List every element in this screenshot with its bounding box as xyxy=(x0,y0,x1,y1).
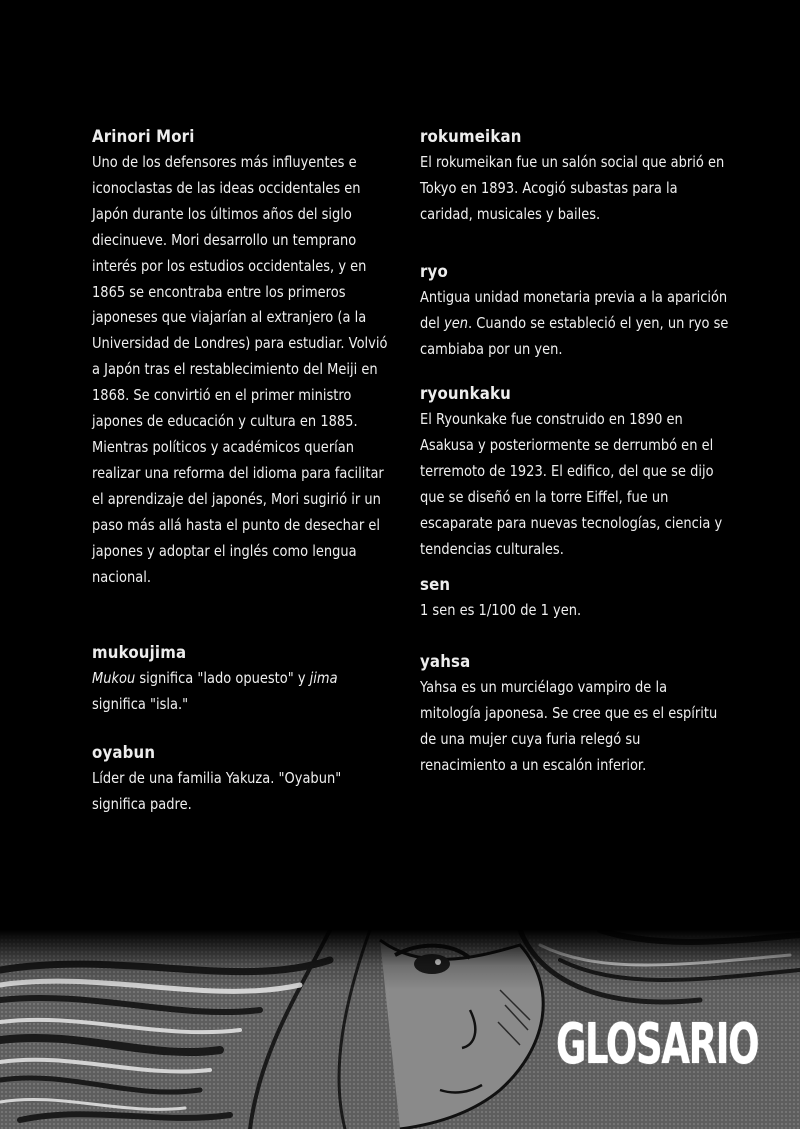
glossary-entry-arinori-mori xyxy=(92,126,392,590)
glossary-entry-ryounkaku xyxy=(420,383,730,562)
glossary-entry-oyabun xyxy=(92,742,392,818)
glossary-term: sen xyxy=(420,575,451,595)
glossary-definition: Uno de los defensores más influyentes e iconoclastas de las ideas occidentales en Japón durante los últimos años del siglo diecinueve. Mori desarrollo un temprano interés por los estudios occidentales, y en 1865 se encontraba entre los primeros japoneses que viajarían al extranjero (a la Universidad de Londres) para estudiar. Volvió a Japón tras el restablecimiento del Meiji en 1868. Se convirtió en el primer ministro japones de educación y cultura en 1885. Mientras políticos y académicos querían realizar una reforma del idioma para facilitar el aprendizaje del japonés, Mori sugirió ir un paso más allá hasta el punto de desechar el japones y adoptar el inglés como lengua nacional. xyxy=(92,153,388,586)
glossary-definition: Líder de una familia Yakuza. "Oyabun" significa padre. xyxy=(92,769,342,813)
glossary-definition: El Ryounkake fue construido en 1890 en Asakusa y posteriormente se derrumbó en el terremoto de 1923. El edifico, del que se dijo que se diseñó en la torre Eiffel, fue un escaparate para nuevas tecnologías, ciencia y tendencias culturales. xyxy=(420,410,723,558)
glossary-definition: 1 sen es 1/100 de 1 yen. xyxy=(420,601,582,619)
glossary-term: yahsa xyxy=(420,652,471,672)
glossary-definition: El rokumeikan fue un salón social que abrió en Tokyo en 1893. Acogió subastas para la caridad, musicales y bailes. xyxy=(420,153,725,223)
glossary-definition: Mukou significa "lado opuesto" y jima significa "isla." xyxy=(92,669,338,713)
glossary-entry-yahsa xyxy=(420,651,730,779)
glosario-logo: GLOSARIO xyxy=(556,1012,759,1077)
glossary-entry-ryo xyxy=(420,261,730,363)
glossary-entry-mukoujima xyxy=(92,642,392,718)
glossary-term: ryo xyxy=(420,262,448,282)
glossary-entry-rokumeikan xyxy=(420,126,730,228)
glossary-term: rokumeikan xyxy=(420,127,522,147)
glossary-term: ryounkaku xyxy=(420,384,511,404)
glossary-definition: Yahsa es un murciélago vampiro de la mitología japonesa. Se cree que es el espíritu de una mujer cuya furia relegó su renacimiento a un escalón inferior. xyxy=(420,678,718,774)
glossary-term: oyabun xyxy=(92,743,156,763)
glossary-term: Arinori Mori xyxy=(92,127,195,147)
glossary-entry-sen xyxy=(420,574,730,624)
glossary-term: mukoujima xyxy=(92,643,187,663)
glossary-definition: Antigua unidad monetaria previa a la aparición del yen. Cuando se estableció el yen, un ryo se cambiaba por un yen. xyxy=(420,288,729,358)
